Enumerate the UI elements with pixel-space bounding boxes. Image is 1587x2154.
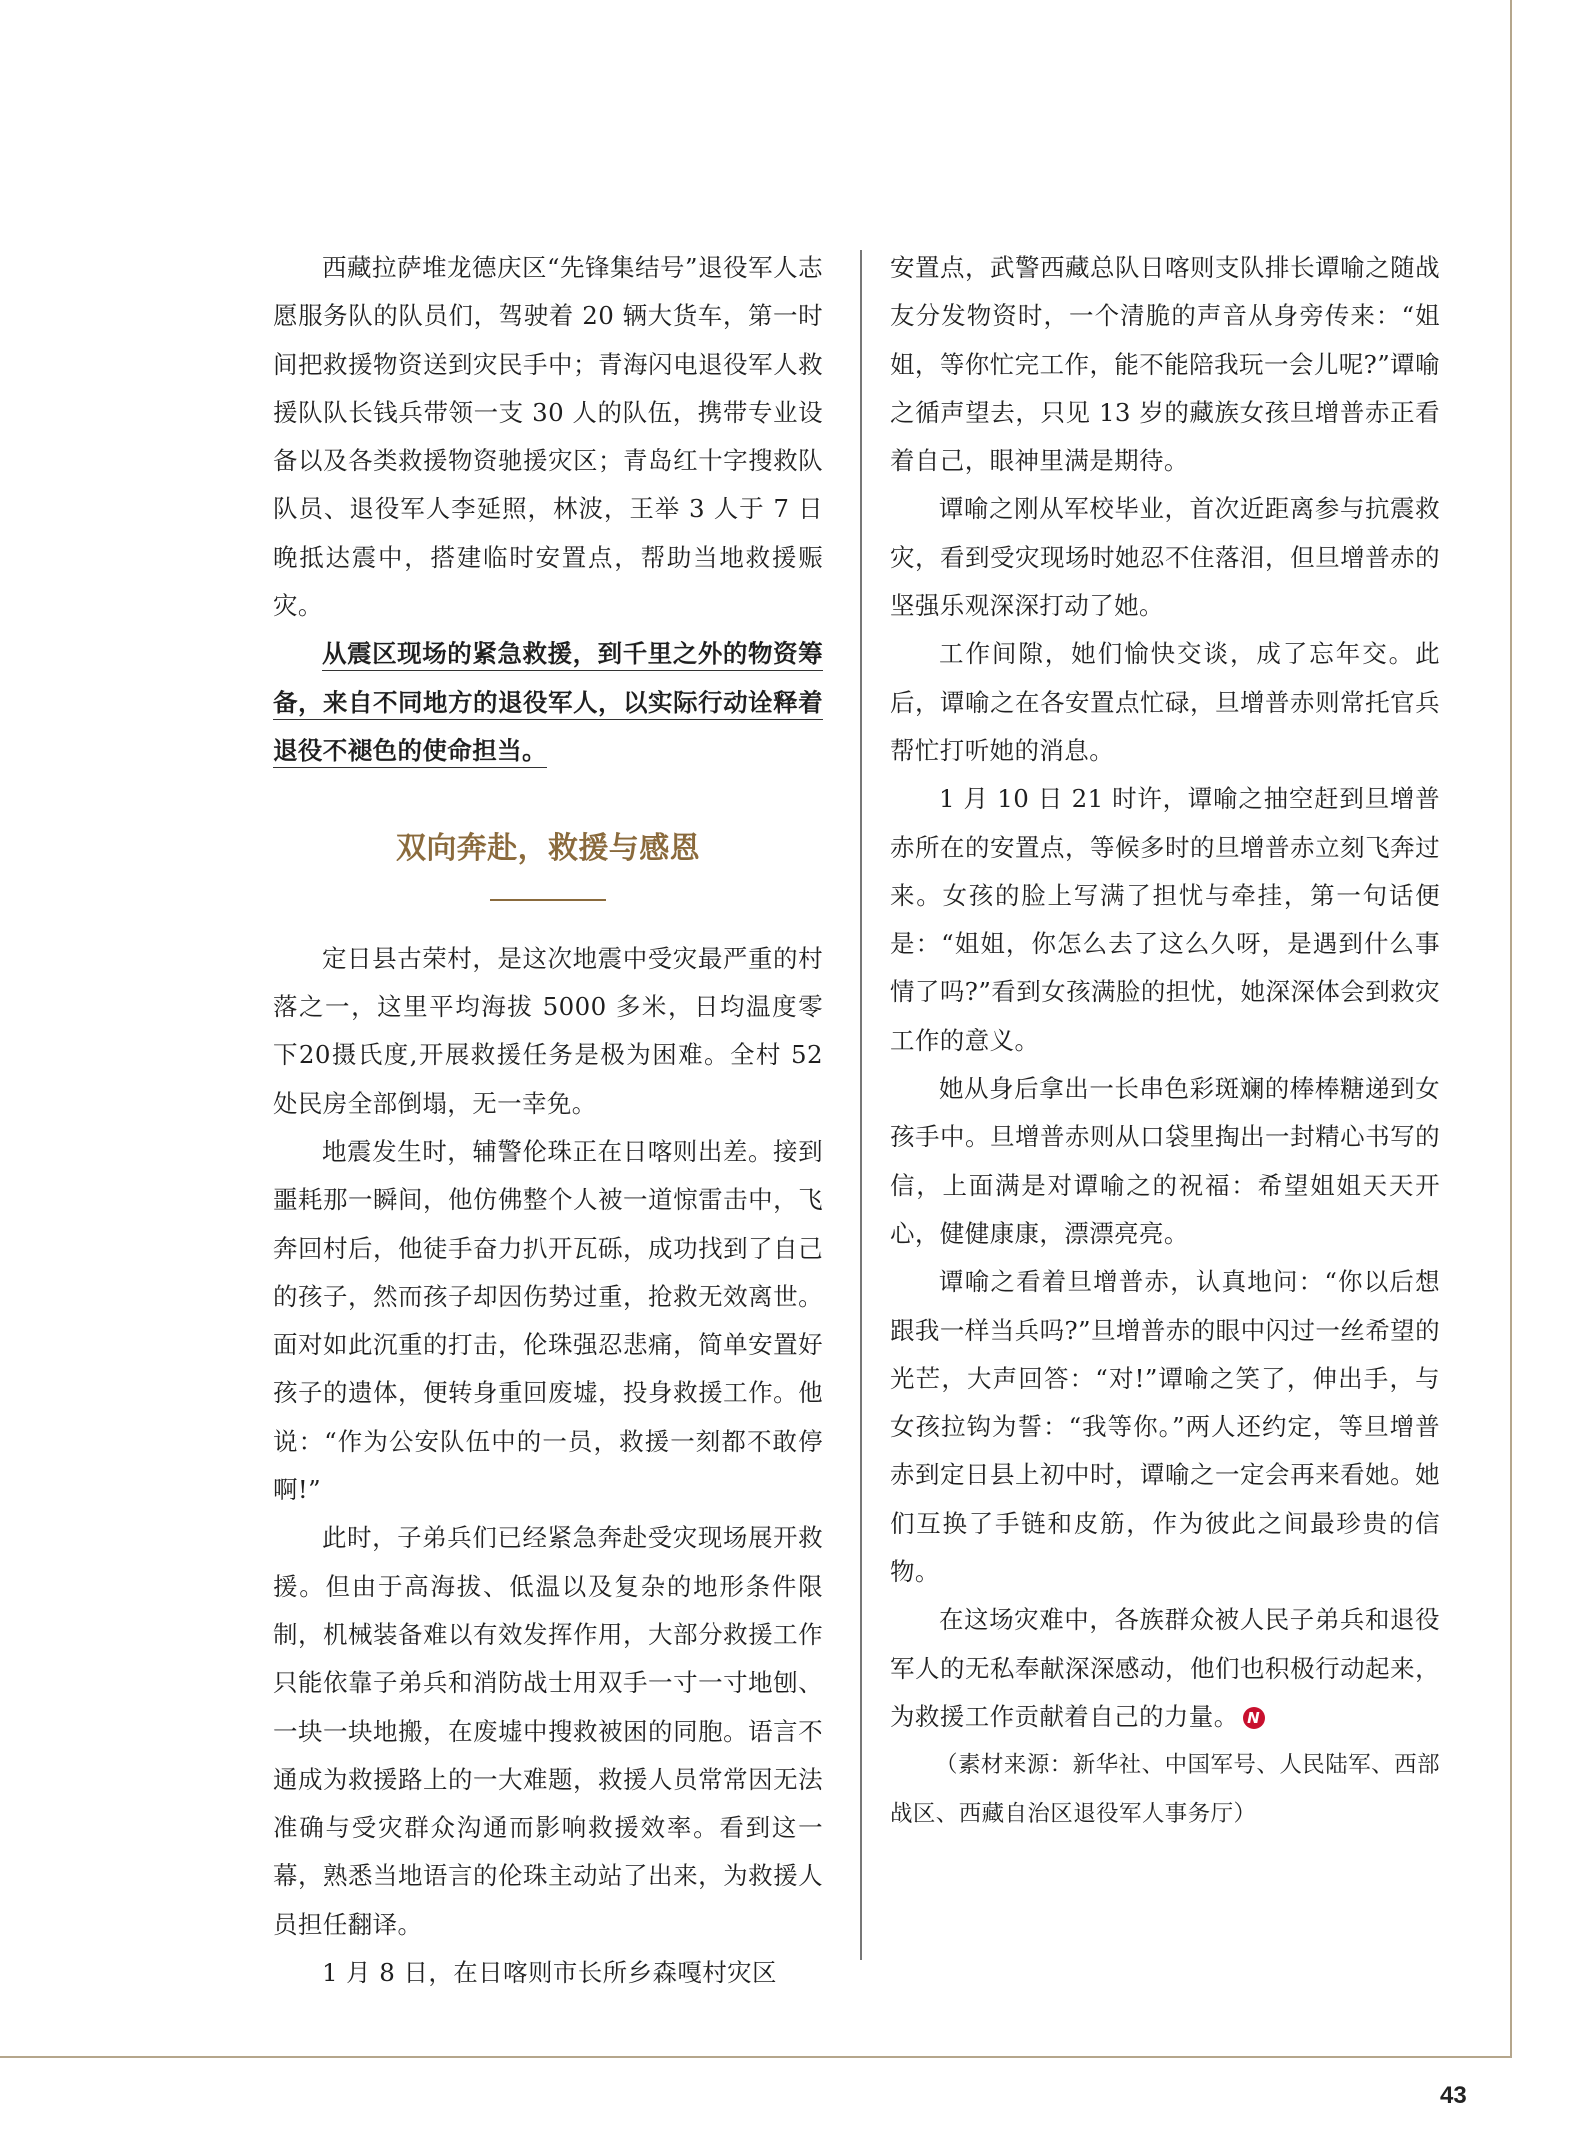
paragraph: 谭喻之刚从军校毕业，首次近距离参与抗震救灾，看到受灾现场时她忍不住落泪，但旦增普赤的坚强乐观深深打动了她。 — [890, 494, 1440, 621]
section-heading: 双向奔赴，救援与感恩 — [396, 831, 700, 867]
end-mark-icon: N — [1243, 1707, 1265, 1729]
right-column — [890, 244, 1440, 1838]
emphasis-text: 从震区现场的紧急救援，到千里之外的物资筹备，来自不同地方的退役军人，以实际行动诠释着退役不褪色的使命担当。 — [273, 639, 823, 768]
source-credit: （素材来源：新华社、中国军号、人民陆军、西部战区、西藏自治区退役军人事务厅） — [890, 1752, 1440, 1827]
paragraph: 谭喻之看着旦增普赤，认真地问：“你以后想跟我一样当兵吗?”旦增普赤的眼中闪过一丝希望的光芒，大声回答：“对!”谭喻之笑了，伸出手，与女孩拉钩为誓：“我等你。”两人还约定，等旦增普赤到定日县上初中时，谭喻之一定会再来看她。她们互换了手链和皮筋，作为彼此之间最珍贵的信物。 — [890, 1267, 1440, 1587]
column-divider — [860, 250, 862, 1960]
emphasis-paragraph — [273, 630, 823, 775]
paragraph: 1 月 8 日，在日喀则市长所乡森嘎村灾区 — [322, 1958, 777, 1987]
page-number: 43 — [1440, 2082, 1467, 2109]
paragraph: 1 月 10 日 21 时许，谭喻之抽空赶到旦增普赤所在的安置点，等候多时的旦增普赤立刻飞奔过来。女孩的脸上写满了担忧与牵挂，第一句话便是：“姐姐，你怎么去了这么久呀，是遇到什么事情了吗?”看到女孩满脸的担忧，她深深体会到救灾工作的意义。 — [890, 784, 1440, 1055]
paragraph: 她从身后拿出一长串色彩斑斓的棒棒糖递到女孩手中。旦增普赤则从口袋里掏出一封精心书写的信，上面满是对谭喻之的祝福：希望姐姐天天开心，健健康康，漂漂亮亮。 — [890, 1074, 1440, 1248]
page-border-right — [1510, 0, 1512, 2058]
paragraph-continued: 安置点，武警西藏总队日喀则支队排长谭喻之随战友分发物资时，一个清脆的声音从身旁传来：“姐姐，等你忙完工作，能不能陪我玩一会儿呢?”谭喻之循声望去，只见 13 岁的藏族女孩旦增普赤正看着自己，眼神里满是期待。 — [890, 253, 1440, 476]
heading-underline — [490, 899, 606, 901]
paragraph: 地震发生时，辅警伦珠正在日喀则出差。接到噩耗那一瞬间，他仿佛整个人被一道惊雷击中，飞奔回村后，他徒手奋力扒开瓦砾，成功找到了自己的孩子，然而孩子却因伤势过重，抢救无效离世。面对如此沉重的打击，伦珠强忍悲痛，简单安置好孩子的遗体，便转身重回废墟，投身救援工作。他说：“作为公安队伍中的一员，救援一刻都不敢停啊!” — [273, 1136, 823, 1505]
paragraph: 定日县古荣村，是这次地震中受灾最严重的村落之一，这里平均海拔 5000 多米，日均温度零下20摄氏度,开展救援任务是极为困难。全村 52 处民房全部倒塌，无一幸免。 — [273, 943, 823, 1118]
left-column — [273, 244, 823, 1997]
closing-text: 在这场灾难中，各族群众被人民子弟兵和退役军人的无私奉献深深感动，他们也积极行动起来，为救援工作贡献着自己的力量。 — [890, 1605, 1440, 1731]
paragraph: 工作间隙，她们愉快交谈，成了忘年交。此后，谭喻之在各安置点忙碌，旦增普赤则常托官兵帮忙打听她的消息。 — [890, 639, 1440, 765]
paragraph: 此时，子弟兵们已经紧急奔赴受灾现场展开救援。但由于高海拔、低温以及复杂的地形条件限制，机械装备难以有效发挥作用，大部分救援工作只能依靠子弟兵和消防战士用双手一寸一寸地刨、一块一块地搬，在废墟中搜救被困的同胞。语言不通成为救援路上的一大难题，救援人员常常因无法准确与受灾群众沟通而影响救援效率。看到这一幕，熟悉当地语言的伦珠主动站了出来，为救援人员担任翻译。 — [273, 1523, 823, 1939]
paragraph: 西藏拉萨堆龙德庆区“先锋集结号”退役军人志愿服务队的队员们，驾驶着 20 辆大货车，第一时间把救援物资送到灾民手中；青海闪电退役军人救援队队长钱兵带领一支 30 人的队伍，携带专业设备以及各类救援物资驰援灾区；青岛红十字搜救队队员、退役军人李延照，林波，王举 3 人于 7 日晚抵达震中，搭建临时安置点，帮助当地救援赈灾。 — [273, 253, 823, 621]
page-border-bottom — [0, 2056, 1512, 2058]
closing-paragraph — [890, 1596, 1440, 1741]
